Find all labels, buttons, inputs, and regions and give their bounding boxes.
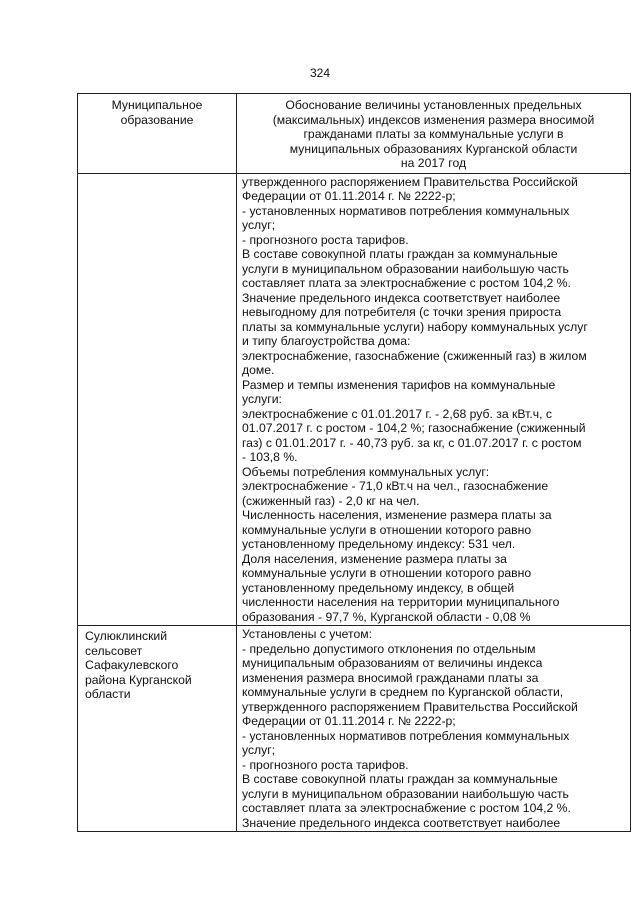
header-text-line: (максимальных) индексов изменения размера вносимой [272, 112, 595, 127]
text-line: услуги в муниципальном образовании наибольшую часть [242, 261, 569, 276]
text-line: Значение предельного индекса соответствует наиболее [242, 815, 561, 830]
text-line: утвержденного распоряжением Правительства Российской [242, 174, 578, 189]
text-line: - установленных нормативов потребления коммунальных [242, 203, 570, 218]
text-line: услуги: [242, 392, 282, 406]
municipality-cell [78, 626, 237, 832]
text-line: Федерации от 01.11.2014 г. № 2222-р; [242, 189, 456, 203]
text-line: утвержденного распоряжением Правительства Российской [242, 699, 578, 714]
text-line: коммунальные услуги в среднем по Курганской области, [242, 685, 564, 699]
text-line: установленному предельному индексу: 531 чел. [242, 537, 516, 551]
text-line: - прогнозного роста тарифов. [242, 232, 409, 247]
text-line: доме. [242, 363, 275, 377]
text-line: коммунальные услуги в отношении которого равно [242, 566, 532, 580]
text-line: 01.07.2017 г. с ростом - 104,2 %; газоснабжение (сжиженный [242, 421, 586, 435]
text-line: установленному предельному индексу, в общей [242, 580, 515, 595]
header-text-line: Обоснование величины установленных предельных [285, 98, 582, 112]
table-header-row [78, 94, 631, 174]
text-line: услуги в муниципальном образовании наибольшую часть [242, 786, 569, 801]
text-line: Установлены с учетом: [242, 627, 372, 641]
header-text-line: муниципальных образованиях Курганской области [289, 141, 578, 156]
municipality-line: района Курганской [85, 672, 192, 687]
text-line: В составе совокупной платы граждан за коммунальные [242, 247, 558, 261]
text-line: и типу благоустройства дома: [242, 334, 411, 348]
text-line: Федерации от 01.11.2014 г. № 2222-р; [242, 714, 456, 728]
municipality-line: Сулюклинский [85, 629, 168, 643]
text-line: газ) с 01.01.2017 г. - 40,73 руб. за кг, с 01.07.2017 г. с ростом [242, 435, 582, 450]
table-row [78, 173, 631, 626]
municipality-line: области [85, 687, 131, 701]
text-line: платы за коммунальные услуги) набору коммунальных услуг [242, 319, 588, 334]
text-line: В составе совокупной платы граждан за коммунальные [242, 772, 558, 786]
header-municipality [78, 94, 237, 174]
text-line: электроснабжение с 01.01.2017 г. - 2,68 руб. за кВт.ч, с [242, 406, 552, 421]
header-text-line: Муниципальное [111, 98, 203, 112]
text-line: коммунальные услуги в отношении которого равно [242, 522, 532, 537]
municipality-line: Сафакулевского [85, 658, 179, 672]
text-line: невыгодному для потребителя (с точки зрения прироста [242, 305, 562, 319]
text-line: - 103,8 %. [242, 450, 298, 464]
text-line: услуг; [242, 218, 276, 232]
header-text-line: гражданами платы за коммунальные услуги в [303, 127, 564, 141]
text-line: электроснабжение, газоснабжение (сжиженный газ) в жилом [242, 348, 587, 363]
justification-cell [237, 626, 631, 832]
text-line: (сжиженный газ) - 2,0 кг на чел. [242, 493, 420, 508]
header-text-line: образование [120, 112, 194, 127]
text-line: - прогнозного роста тарифов. [242, 757, 409, 772]
table-row [78, 626, 631, 832]
indices-table [77, 93, 631, 832]
header-text-line: на 2017 год [400, 156, 467, 170]
text-line: - предельно допустимого отклонения по отдельным [242, 641, 536, 656]
text-line: - установленных нормативов потребления коммунальных [242, 728, 570, 743]
header-justification [237, 94, 631, 174]
text-line: муниципальным образованиям от величины индекса [242, 656, 543, 670]
text-line: электроснабжение - 71,0 кВт.ч на чел., газоснабжение [242, 479, 549, 493]
text-line: Доля населения, изменение размера платы за [242, 551, 507, 566]
justification-cell [237, 173, 631, 626]
text-line: образования - 97,7 %, Курганской области - 0,08 % [242, 609, 531, 624]
text-line: Размер и темпы изменения тарифов на коммунальные [242, 377, 556, 392]
text-line: Объемы потребления коммунальных услуг: [242, 464, 490, 479]
text-line: численности населения на территории муниципального [242, 595, 560, 609]
text-line: Значение предельного индекса соответствует наиболее [242, 290, 561, 305]
text-line: услуг; [242, 743, 276, 757]
text-line: изменения размера вносимой гражданами платы за [242, 670, 539, 685]
text-line: составляет плата за электроснабжение с ростом 104,2 %. [242, 276, 571, 290]
text-line: составляет плата за электроснабжение с ростом 104,2 %. [242, 801, 571, 815]
text-line: Численность населения, изменение размера платы за [242, 508, 552, 522]
page-number: 324 [309, 66, 331, 80]
municipality-cell [78, 173, 237, 626]
municipality-line: сельсовет [85, 643, 143, 658]
